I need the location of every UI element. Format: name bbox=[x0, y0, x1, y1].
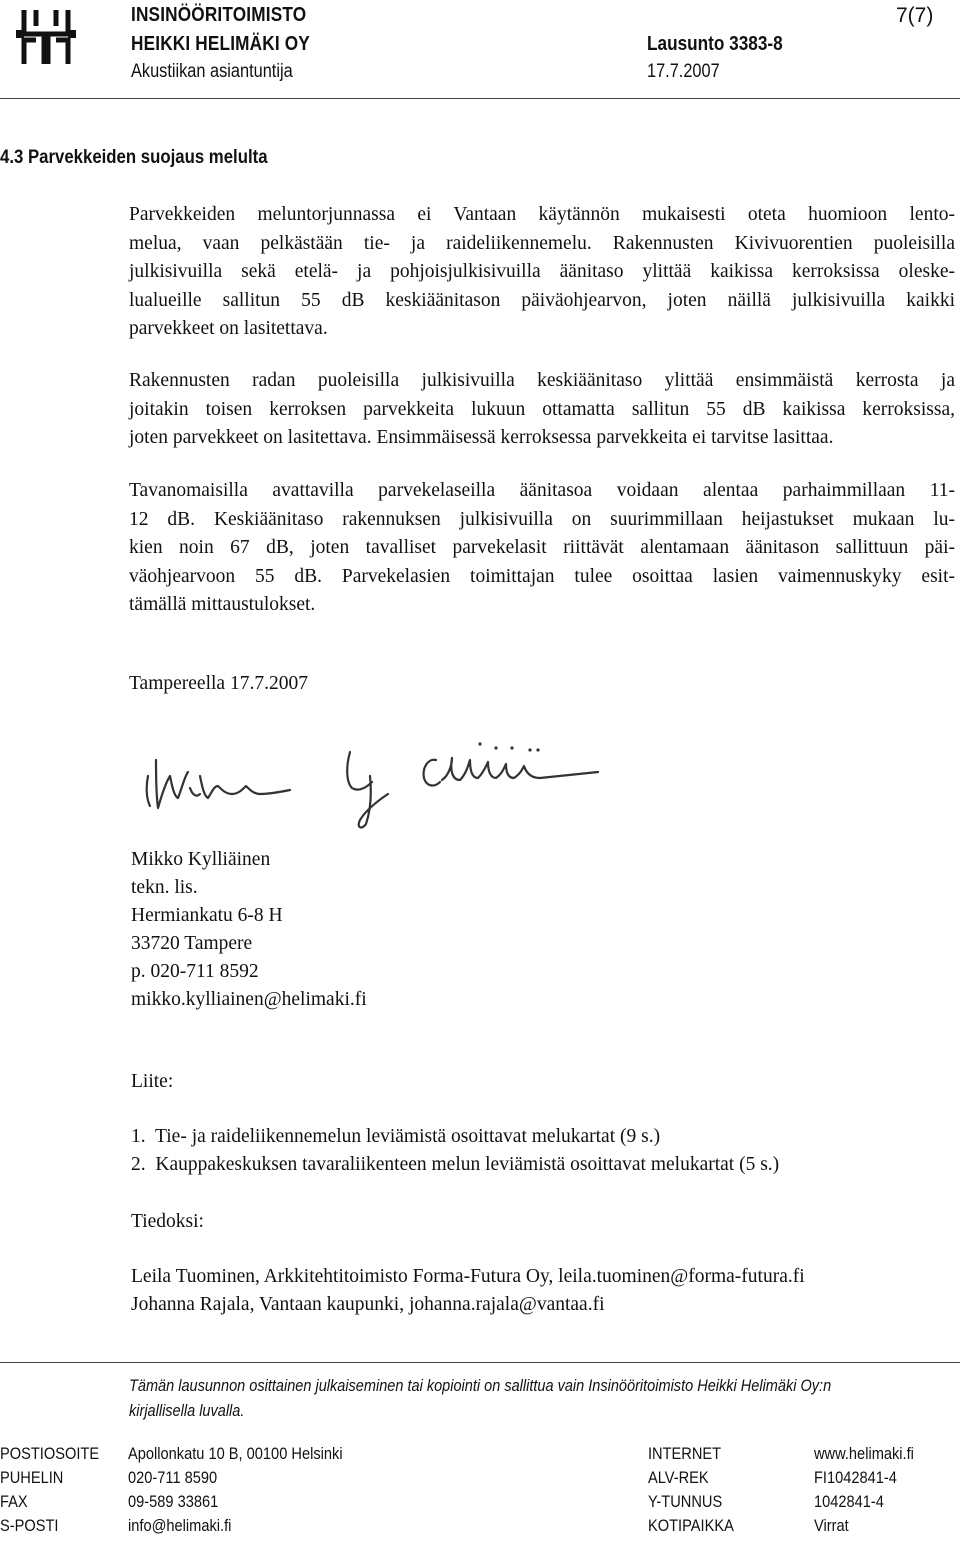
signer-city: 33720 Tampere bbox=[131, 933, 253, 954]
footer-value-phone: 020-711 8590 bbox=[128, 1468, 218, 1487]
paragraph-line: Rakennusten radan puoleisilla julkisivuilla keskiäänitaso ylittää ensimmäistä kerrosta ja bbox=[129, 370, 955, 391]
paragraph-line: 12 dB. Keskiäänitaso rakennuksen julkisivuilla on suurimmillaan heijastukset mukaan lu- bbox=[129, 508, 955, 530]
paragraph-line: parvekkeet on lasitettava. bbox=[129, 318, 328, 339]
paragraph-line: melua, vaan pelkästään tie- ja raideliikennemelu. Rakennusten Kivivuorentien puoleisilla bbox=[129, 232, 955, 254]
company-name-line2: HEIKKI HELIMÄKI OY bbox=[131, 33, 310, 55]
distribution-heading: Tiedoksi: bbox=[131, 1211, 204, 1232]
distribution-recipient: Leila Tuominen, Arkkitehtitoimisto Forma-Futura Oy, leila.tuominen@forma-futura.fi bbox=[131, 1266, 805, 1287]
company-name-line1: INSINÖÖRITOIMISTO bbox=[131, 4, 307, 26]
attachment-item: 2. Kauppakeskuksen tavaraliikenteen melun leviämistä osoittavat melukartat (5 s.) bbox=[131, 1154, 780, 1175]
attachment-item: 1. Tie- ja raideliikennemelun leviämistä osoittavat melukartat (9 s.) bbox=[131, 1126, 661, 1147]
footer-label-internet: INTERNET bbox=[648, 1444, 722, 1463]
footer-label-vat: ALV-REK bbox=[648, 1468, 709, 1487]
document-date: 17.7.2007 bbox=[647, 61, 720, 82]
paragraph-line: kien noin 67 dB, joten tavalliset parvekelasit riittävät alentamaan äänitason sallittuun päi- bbox=[129, 537, 955, 558]
distribution-recipient: Johanna Rajala, Vantaan kaupunki, johanna.rajala@vantaa.fi bbox=[131, 1294, 605, 1315]
disclaimer-line1: Tämän lausunnon osittainen julkaiseminen tai kopiointi on sallittua vain Insinööritoimisto Heikki Helimäki Oy:n bbox=[129, 1377, 832, 1395]
footer-value-domicile: Virrat bbox=[814, 1516, 849, 1535]
signer-phone: p. 020-711 8592 bbox=[131, 961, 259, 982]
body-paragraph-2 bbox=[129, 367, 955, 453]
body-paragraph-3 bbox=[129, 477, 955, 620]
paragraph-line: julkisivuilla sekä etelä- ja pohjoisjulkisivuilla äänitaso ylittää kaikissa kerroksissa oleske- bbox=[129, 261, 955, 282]
attachments-heading: Liite: bbox=[131, 1071, 174, 1092]
footer-label-phone: PUHELIN bbox=[0, 1468, 64, 1487]
footer-value-internet: www.helimaki.fi bbox=[814, 1444, 914, 1463]
handwritten-signature bbox=[140, 736, 610, 832]
footer-label-fax: FAX bbox=[0, 1492, 28, 1511]
page-number: 7(7) bbox=[896, 4, 934, 27]
signer-email: mikko.kylliainen@helimaki.fi bbox=[131, 989, 367, 1010]
paragraph-line: tämällä mittaustulokset. bbox=[129, 594, 316, 615]
footer-label-business-id: Y-TUNNUS bbox=[648, 1492, 723, 1511]
signer-title: tekn. lis. bbox=[131, 877, 198, 898]
footer-value-postal: Apollonkatu 10 B, 00100 Helsinki bbox=[128, 1444, 343, 1463]
signer-street: Hermiankatu 6-8 H bbox=[131, 905, 283, 926]
header-divider bbox=[0, 98, 960, 99]
footer-label-email: S-POSTI bbox=[0, 1516, 59, 1535]
paragraph-line: joitakin toisen kerroksen parvekkeita lukuun ottamatta sallitun 55 dB kaikissa kerroksissa, bbox=[129, 398, 955, 420]
section-title: 4.3 Parvekkeiden suojaus melulta bbox=[0, 146, 268, 168]
paragraph-line: joten parvekkeet on lasitettava. Ensimmäisessä kerroksessa parvekkeita ei tarvitse lasittaa. bbox=[129, 427, 834, 448]
document-id: Lausunto 3383-8 bbox=[647, 33, 783, 55]
hh-logo-icon bbox=[14, 6, 78, 68]
footer-value-email: info@helimaki.fi bbox=[128, 1516, 232, 1535]
footer-divider bbox=[0, 1362, 960, 1363]
paragraph-line: Tavanomaisilla avattavilla parvekelaseilla äänitasoa voidaan alentaa parhaimmillaan 11- bbox=[129, 480, 955, 501]
body-paragraph-1 bbox=[129, 201, 955, 344]
footer-label-postal: POSTIOSOITE bbox=[0, 1444, 100, 1463]
disclaimer-line2: kirjallisella luvalla. bbox=[129, 1402, 245, 1420]
footer-value-vat: FI1042841-4 bbox=[814, 1468, 897, 1487]
paragraph-line: Parvekkeiden meluntorjunnassa ei Vantaan käytännön mukaisesti oteta huomioon lento- bbox=[129, 204, 955, 225]
footer-value-fax: 09-589 33861 bbox=[128, 1492, 219, 1511]
paragraph-line: väohjearvoon 55 dB. Parvekelasien toimittajan tulee osoittaa lasien vaimennuskyky esit- bbox=[129, 565, 955, 587]
signer-name: Mikko Kylliäinen bbox=[131, 849, 271, 870]
paragraph-line: lualueille sallitun 55 dB keskiäänitason päiväohjearvon, joten näillä julkisivuilla kaikki bbox=[129, 289, 955, 311]
place-and-date: Tampereella 17.7.2007 bbox=[129, 673, 308, 694]
footer-value-business-id: 1042841-4 bbox=[814, 1492, 884, 1511]
company-tagline: Akustiikan asiantuntija bbox=[131, 61, 293, 82]
footer-label-domicile: KOTIPAIKKA bbox=[648, 1516, 734, 1535]
